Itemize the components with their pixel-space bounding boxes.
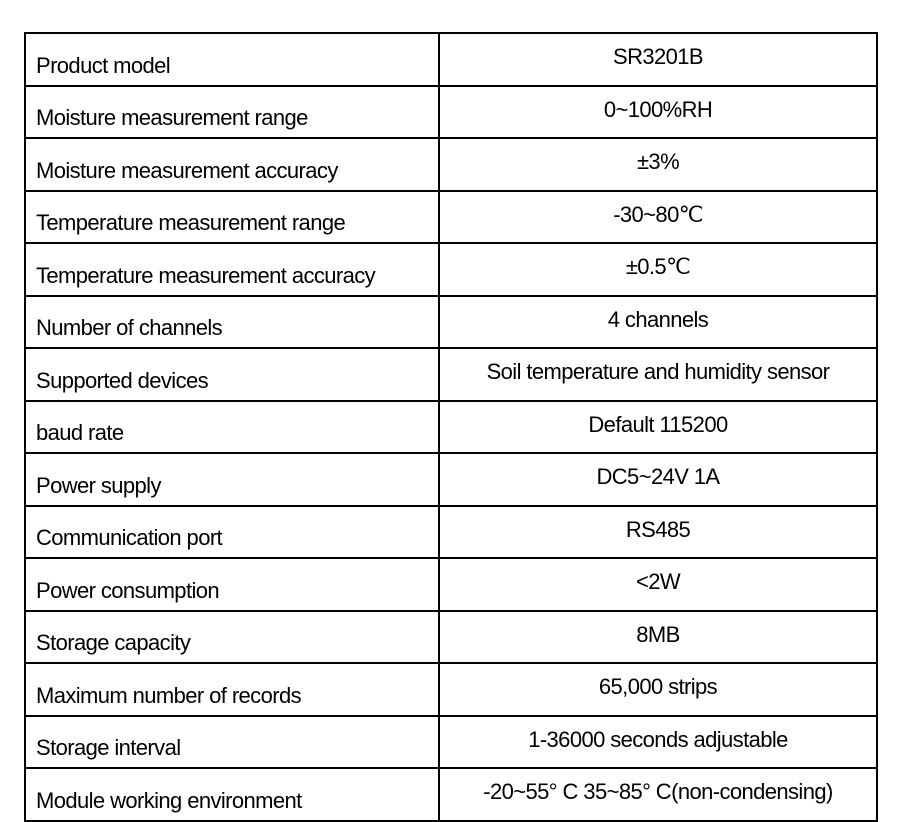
table-row [25, 86, 877, 139]
spec-label: baud rate [25, 401, 439, 454]
spec-label: Temperature measurement accuracy [25, 243, 439, 296]
spec-value: <2W [439, 558, 877, 611]
spec-value: 0~100%RH [439, 86, 877, 139]
table-row [25, 663, 877, 716]
spec-label: Maximum number of records [25, 663, 439, 716]
table-row [25, 348, 877, 401]
table-row [25, 506, 877, 559]
table-row [25, 296, 877, 349]
table-row [25, 191, 877, 244]
spec-label: Power consumption [25, 558, 439, 611]
spec-value: SR3201B [439, 33, 877, 86]
spec-value: 4 channels [439, 296, 877, 349]
spec-value: -20~55° C 35~85° C(non-condensing) [439, 768, 877, 821]
spec-value: 65,000 strips [439, 663, 877, 716]
table-row [25, 138, 877, 191]
spec-value: Default 115200 [439, 401, 877, 454]
spec-label: Storage interval [25, 716, 439, 769]
spec-label: Power supply [25, 453, 439, 506]
table-row [25, 716, 877, 769]
spec-value: Soil temperature and humidity sensor [439, 348, 877, 401]
spec-label: Moisture measurement range [25, 86, 439, 139]
spec-label: Number of channels [25, 296, 439, 349]
spec-label: Supported devices [25, 348, 439, 401]
spec-value: RS485 [439, 506, 877, 559]
spec-value: -30~80℃ [439, 191, 877, 244]
table-row [25, 768, 877, 821]
spec-label: Storage capacity [25, 611, 439, 664]
spec-label: Module working environment [25, 768, 439, 821]
table-row [25, 558, 877, 611]
spec-label: Communication port [25, 506, 439, 559]
table-row [25, 33, 877, 86]
spec-label: Moisture measurement accuracy [25, 138, 439, 191]
spec-value: 1-36000 seconds adjustable [439, 716, 877, 769]
spec-label: Temperature measurement range [25, 191, 439, 244]
spec-value: 8MB [439, 611, 877, 664]
table-row [25, 243, 877, 296]
table-row [25, 611, 877, 664]
table-row [25, 453, 877, 506]
spec-value: DC5~24V 1A [439, 453, 877, 506]
spec-value: ±0.5℃ [439, 243, 877, 296]
spec-value: ±3% [439, 138, 877, 191]
spec-table [24, 32, 878, 822]
spec-label: Product model [25, 33, 439, 86]
table-row [25, 401, 877, 454]
